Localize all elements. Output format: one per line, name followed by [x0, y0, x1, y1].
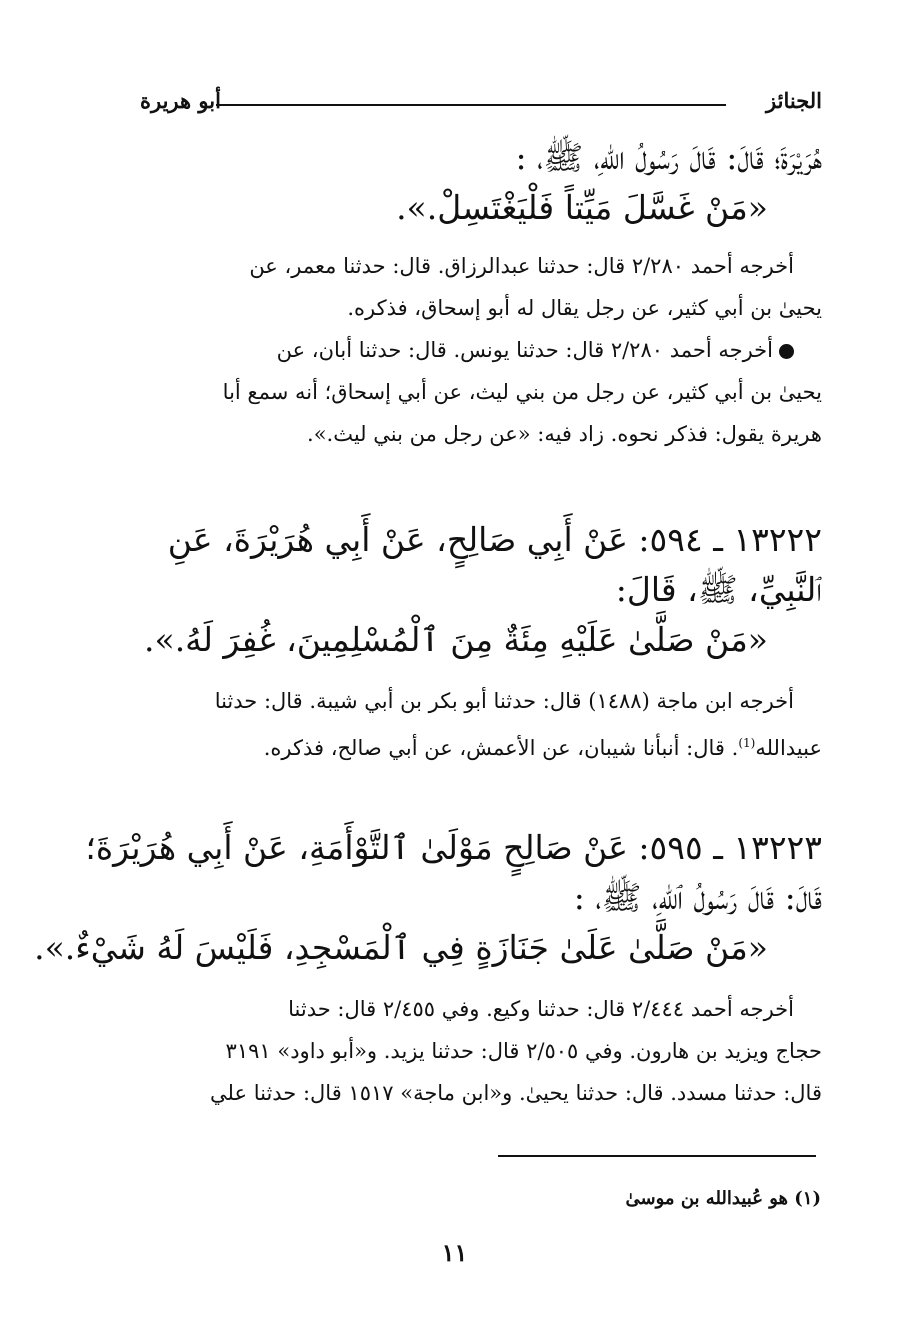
hadith-line: «مَنْ غَسَّلَ مَيِّتاً فَلْيَغْتَسِلْ.».: [396, 188, 768, 227]
note-line: أخرجه ابن ماجة (١٤٨٨) قال: حدثنا أبو بكر بن أبي شيبة. قال: حدثنا: [214, 689, 794, 713]
hadith-line: «مَنْ صَلَّىٰ عَلَىٰ جَنَازَةٍ فِي ٱلْمَسْجِدِ، فَلَيْسَ لَهُ شَيْءٌ.».: [34, 928, 768, 967]
hadith-line: ١٣٢٢٢ ـ ٥٩٤: عَنْ أَبِي صَالِحٍ، عَنْ أَبِي هُرَيْرَةَ، عَنِ: [167, 520, 822, 559]
hadith-text-3: [34, 823, 822, 973]
hadith-line: «مَنْ صَلَّىٰ عَلَيْهِ مِئَةٌ مِنَ ٱلْمُسْلِمِينَ، غُفِرَ لَهُ.».: [144, 620, 768, 659]
hadith-line: ١٣٢٢٣ ـ ٥٩٥: عَنْ صَالِحٍ مَوْلَىٰ ٱلتَّوْأَمَةِ، عَنْ أَبِي هُرَيْرَةَ؛: [85, 828, 822, 867]
footnote: (١) هو عُبيدالله بن موسىٰ: [625, 1188, 821, 1209]
hadith-line: قَالَ: قَالَ رَسُولُ ٱللهِ، ﷺ، :: [573, 878, 822, 917]
hadith-line: هُرَيْرَةَ؛ قَالَ: قَالَ رَسُولُ اللهِ، ﷺ، :: [515, 138, 822, 177]
hadith-text-1: [132, 133, 822, 233]
footnote-separator: [498, 1155, 816, 1157]
takhrij-3: [132, 988, 822, 1114]
takhrij-1: [132, 245, 822, 455]
note-line: أخرجه أحمد ٢/٢٨٠ قال: حدثنا عبدالرزاق. قال: حدثنا معمر، عن: [249, 254, 794, 278]
section-title: أبو هريرة: [140, 88, 221, 113]
chapter-title: الجنائز: [766, 88, 822, 113]
note-line: أخرجه أحمد ٢/٤٤٤ قال: حدثنا وكيع. وفي ٢/٤٥٥ قال: حدثنا: [288, 997, 794, 1021]
footnote-ref: (1): [738, 736, 756, 750]
bullet-icon: [779, 344, 794, 359]
hadith-line: ٱلنَّبِيِّ، ﷺ، قَالَ:: [615, 570, 822, 609]
page-number: ١١: [441, 1238, 468, 1267]
note-line: قال: حدثنا مسدد. قال: حدثنا يحيىٰ. و«ابن ماجة» ١٥١٧ قال: حدثنا علي: [210, 1081, 822, 1105]
takhrij-2: [132, 680, 822, 764]
note-line: أخرجه أحمد ٢/٢٨٠ قال: حدثنا يونس. قال: حدثنا أبان، عن: [132, 329, 822, 371]
note-line: يحيىٰ بن أبي كثير، عن رجل من بني ليث، عن أبي إسحاق؛ أنه سمع أبا: [222, 380, 822, 404]
note-line: عبيدالله$^{(1)}$. قال: أنبأنا شيبان، عن الأعمش، عن أبي صالح، فذكره.: [263, 736, 822, 760]
note-line: يحيىٰ بن أبي كثير، عن رجل يقال له أبو إسحاق، فذكره.: [347, 296, 822, 320]
note-line: حجاج ويزيد بن هارون. وفي ٢/٥٠٥ قال: حدثنا يزيد. و«أبو داود» ٣١٩١: [225, 1039, 822, 1063]
hadith-text-2: [132, 515, 822, 665]
note-line: هريرة يقول: فذكر نحوه. زاد فيه: «عن رجل من بني ليث.».: [307, 422, 822, 446]
header-rule: [216, 104, 726, 106]
running-header: [130, 88, 830, 122]
